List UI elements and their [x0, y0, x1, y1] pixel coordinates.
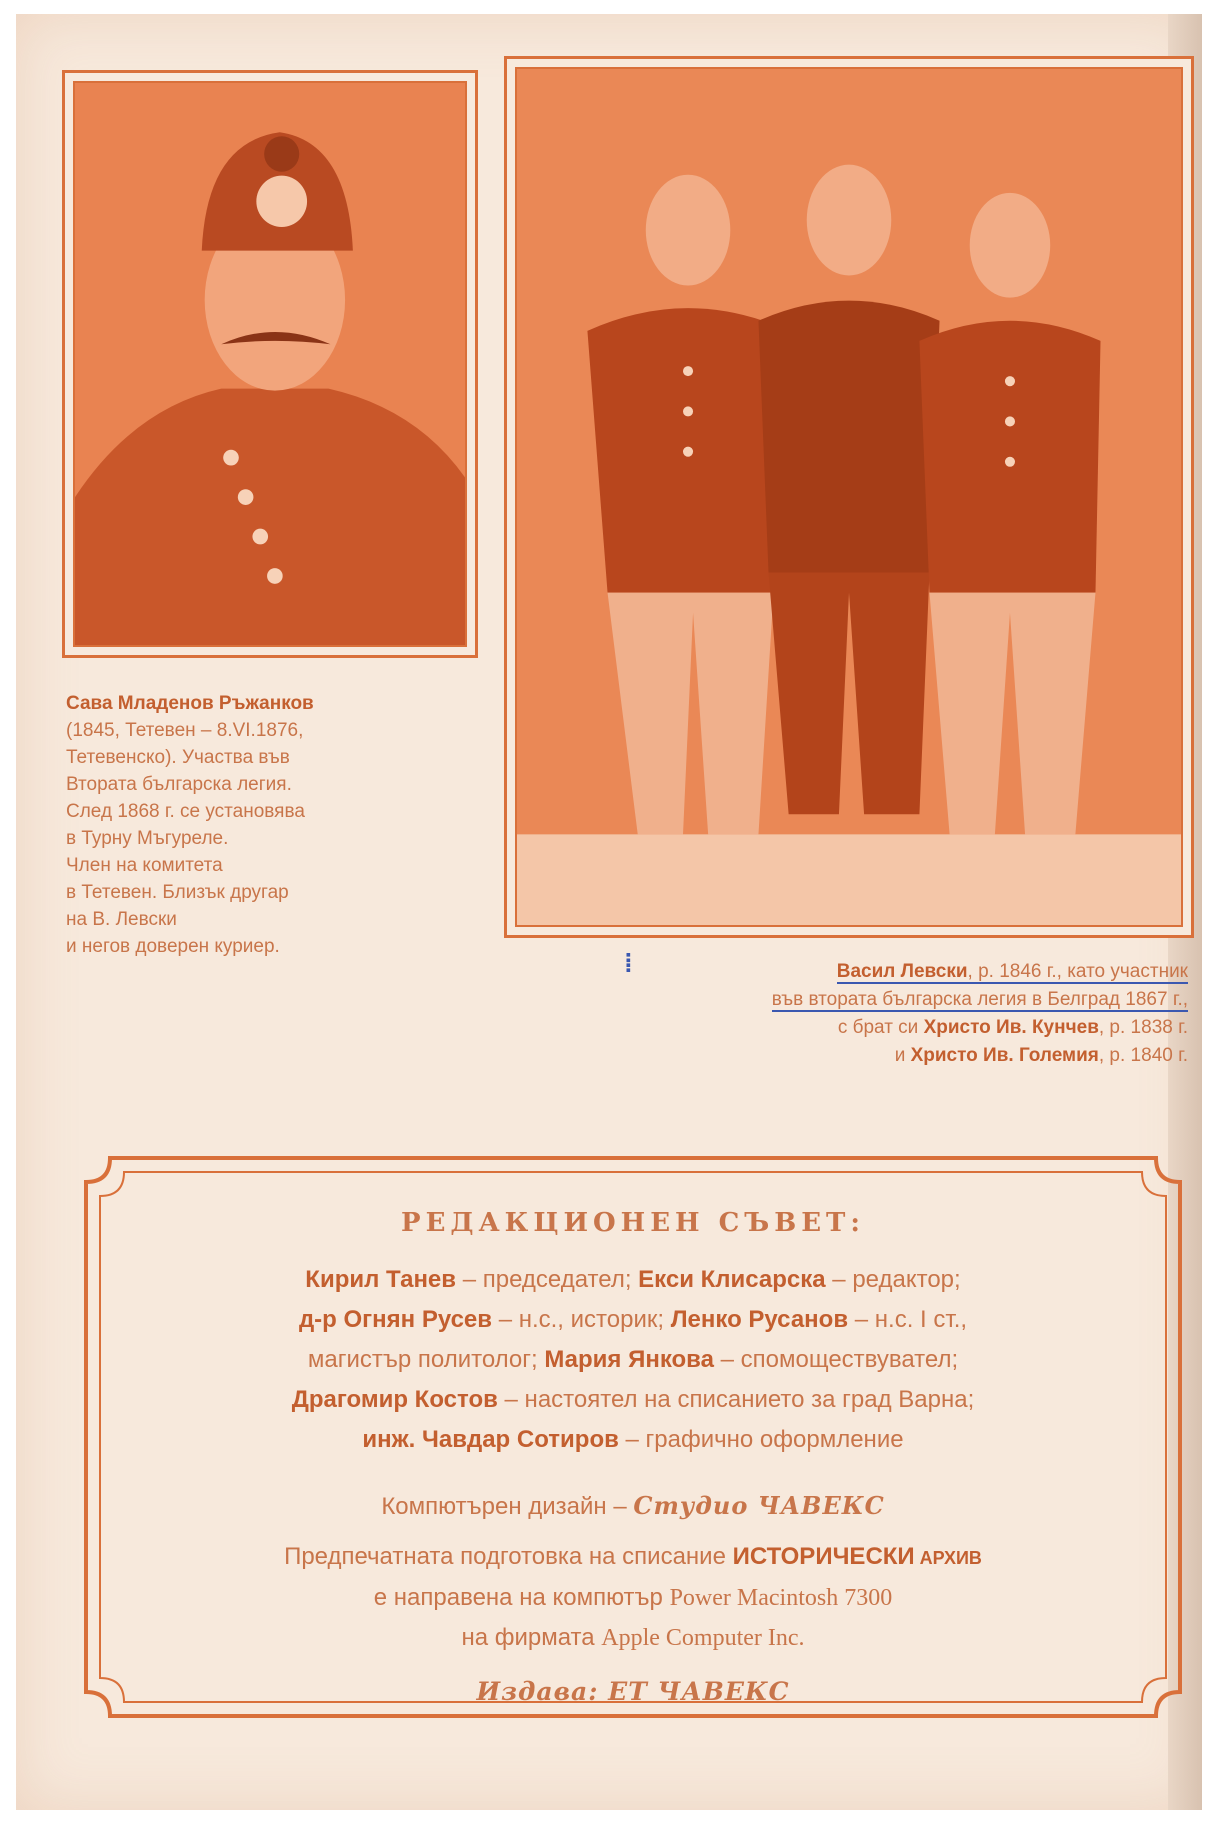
member-role: – председател;	[456, 1266, 639, 1293]
studio-name: Студио ЧАВЕКС	[633, 1491, 885, 1520]
caption-line: във втората българска легия в Белград 1867 г.,	[771, 989, 1188, 1010]
member-role: – н.с., историк;	[492, 1306, 671, 1333]
computer-name: Power Macintosh 7300	[669, 1585, 893, 1611]
caption-line: в Тетевен. Близък другар	[66, 882, 289, 903]
caption-line: Член на комитета	[66, 855, 223, 876]
group-illustration	[517, 69, 1181, 925]
portrait-photo	[73, 81, 467, 647]
caption-name: Сава Младенов Ръжанков	[66, 693, 314, 714]
caption-line: След 1868 г. се установява	[66, 801, 305, 822]
portrait-illustration	[75, 83, 465, 645]
magazine-name-suffix: АРХИВ	[914, 1548, 982, 1568]
editorial-content	[120, 1208, 1146, 1712]
editorial-line	[120, 1340, 1146, 1380]
caption-text: , р. 1840 г.	[1098, 1045, 1188, 1066]
member-role: – графично оформление	[618, 1426, 904, 1453]
magazine-name: ИСТОРИЧЕСКИ	[732, 1543, 915, 1570]
member-role: – настоятел на списанието за град Варна;	[497, 1386, 975, 1413]
group-photo	[515, 67, 1183, 927]
portrait-frame	[62, 70, 478, 658]
group-caption	[600, 958, 1188, 1070]
editorial-line	[120, 1420, 1146, 1460]
prepress-line	[120, 1537, 1146, 1578]
caption-line: Втората българска легия.	[66, 774, 292, 795]
design-prefix: Компютърен дизайн –	[381, 1493, 634, 1520]
caption-line: и негов доверен куриер.	[66, 936, 280, 957]
member-name: Кирил Танев	[305, 1266, 457, 1293]
member-name: Драгомир Костов	[291, 1386, 498, 1413]
member-role: – спомоществувател;	[713, 1346, 959, 1373]
prepress-text: Предпечатната подготовка на списание	[284, 1543, 733, 1570]
prepress-line	[120, 1618, 1146, 1658]
prepress-text: е направена на компютър	[373, 1584, 670, 1611]
caption-line: (1845, Тетевен – 8.VI.1876,	[66, 720, 304, 741]
group-photo-frame	[504, 56, 1194, 938]
underlined-phrase	[837, 961, 1188, 984]
editorial-line	[120, 1300, 1146, 1340]
member-name: Ленко Русанов	[670, 1306, 849, 1333]
member-role: – редактор;	[825, 1266, 961, 1293]
caption-text: и	[894, 1045, 911, 1066]
member-role: – н.с. I ст.,	[848, 1306, 968, 1333]
editorial-board	[80, 1152, 1186, 1722]
prepress-line	[120, 1578, 1146, 1618]
member-name: д-р Огнян Русев	[298, 1306, 493, 1333]
caption-text: , р. 1838 г.	[1098, 1017, 1188, 1038]
prepress-text: на фирмата	[461, 1624, 602, 1651]
pen-mark: ⁞	[624, 948, 633, 978]
publisher: Издава: ЕТ ЧАВЕКС	[476, 1677, 790, 1706]
editorial-title: РЕДАКЦИОНЕН СЪВЕТ:	[401, 1208, 865, 1238]
caption-line: на В. Левски	[66, 909, 177, 930]
caption-name: Христо Ив. Кунчев	[923, 1017, 1099, 1038]
caption-name: Васил Левски	[836, 961, 968, 982]
editorial-line	[120, 1260, 1146, 1300]
company-name: Apple Computer Inc.	[601, 1625, 805, 1651]
caption-name: Христо Ив. Големия	[910, 1045, 1099, 1066]
caption-text: с брат си	[837, 1017, 924, 1038]
member-name: Екси Клисарска	[638, 1266, 826, 1293]
editorial-line	[120, 1380, 1146, 1420]
caption-line: Тетевенско). Участва във	[66, 747, 290, 768]
member-name: Мария Янкова	[544, 1346, 714, 1373]
design-credit	[120, 1486, 1146, 1527]
caption-line: в Турну Мъгуреле.	[66, 828, 229, 849]
member-role: магистър политолог;	[307, 1346, 545, 1373]
portrait-caption	[66, 690, 426, 960]
member-name: инж. Чавдар Сотиров	[362, 1426, 619, 1453]
caption-text: , р. 1846 г., като участник	[967, 961, 1188, 982]
